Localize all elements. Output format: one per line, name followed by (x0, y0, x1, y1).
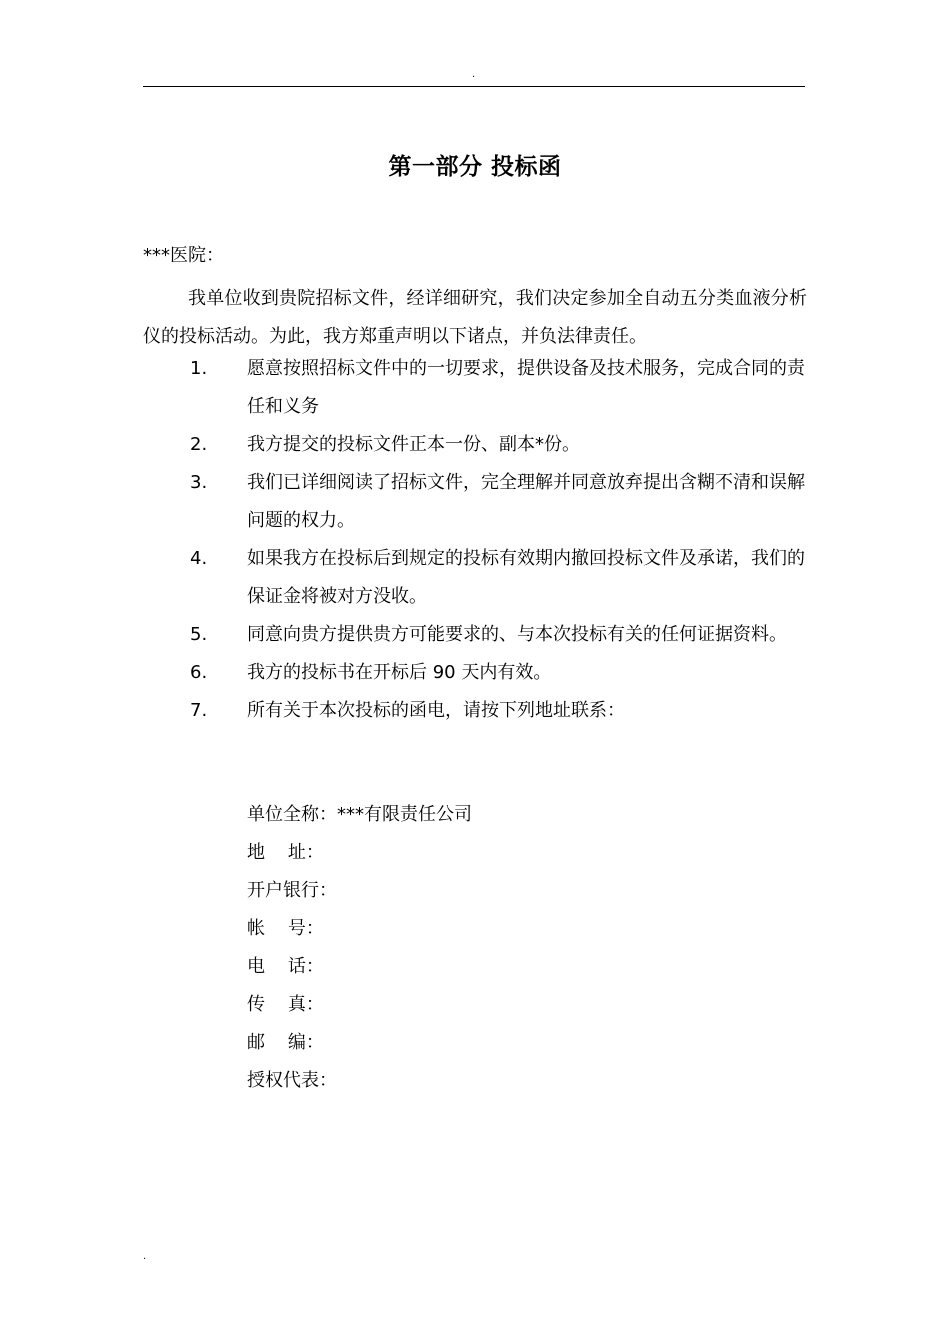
list-item-number: 2. (190, 434, 208, 455)
list-item-text: 同意向贵方提供贵方可能要求的、与本次投标有关的任何证据资料。 (247, 624, 787, 645)
footer-mark: . (143, 1251, 147, 1262)
list-item (143, 692, 807, 730)
list-item-number: 5. (190, 624, 208, 645)
declaration-list (143, 350, 807, 730)
header-rule (143, 86, 805, 87)
list-item-number: 6. (190, 662, 208, 683)
list-item (143, 426, 807, 464)
contact-postcode: 邮 编： (247, 1032, 324, 1053)
page-title: 第一部分 投标函 (388, 154, 562, 180)
contact-address: 地 址： (247, 842, 324, 863)
contact-bank: 开户银行： (247, 880, 337, 901)
contact-fax: 传 真： (247, 994, 324, 1015)
list-item-text: 如果我方在投标后到规定的投标有效期内撤回投标文件及承诺，我们的保证金将被对方没收。 (247, 548, 805, 607)
list-item (143, 350, 807, 426)
list-item-number: 4. (190, 548, 208, 569)
list-item-text: 我方的投标书在开标后 90 天内有效。 (247, 662, 552, 683)
header-mark: . (472, 69, 476, 80)
list-item-text: 愿意按照招标文件中的一切要求，提供设备及技术服务，完成合同的责任和义务 (247, 358, 805, 417)
intro-paragraph: 我单位收到贵院招标文件，经详细研究，我们决定参加全自动五分类血液分析仪的投标活动。为此，我方郑重声明以下诸点，并负法律责任。 (143, 288, 807, 347)
list-item (143, 654, 807, 692)
list-item-text: 所有关于本次投标的函电，请按下列地址联系： (247, 700, 625, 721)
contact-info (247, 796, 472, 1100)
list-item-text: 我方提交的投标文件正本一份、副本*份。 (247, 434, 580, 455)
contact-representative: 授权代表： (247, 1070, 337, 1091)
list-item-number: 7. (190, 700, 208, 721)
list-item (143, 540, 807, 616)
list-item-text: 我们已详细阅读了招标文件，完全理解并同意放弃提出含糊不清和误解问题的权力。 (247, 472, 805, 531)
contact-phone: 电 话： (247, 956, 324, 977)
list-item (143, 464, 807, 540)
contact-account: 帐 号： (247, 918, 324, 939)
contact-company-name: 单位全称：***有限责任公司 (247, 804, 472, 825)
addressee: ***医院： (143, 245, 224, 266)
list-item-number: 3. (190, 472, 208, 493)
list-item-number: 1. (190, 358, 208, 379)
list-item (143, 616, 807, 654)
